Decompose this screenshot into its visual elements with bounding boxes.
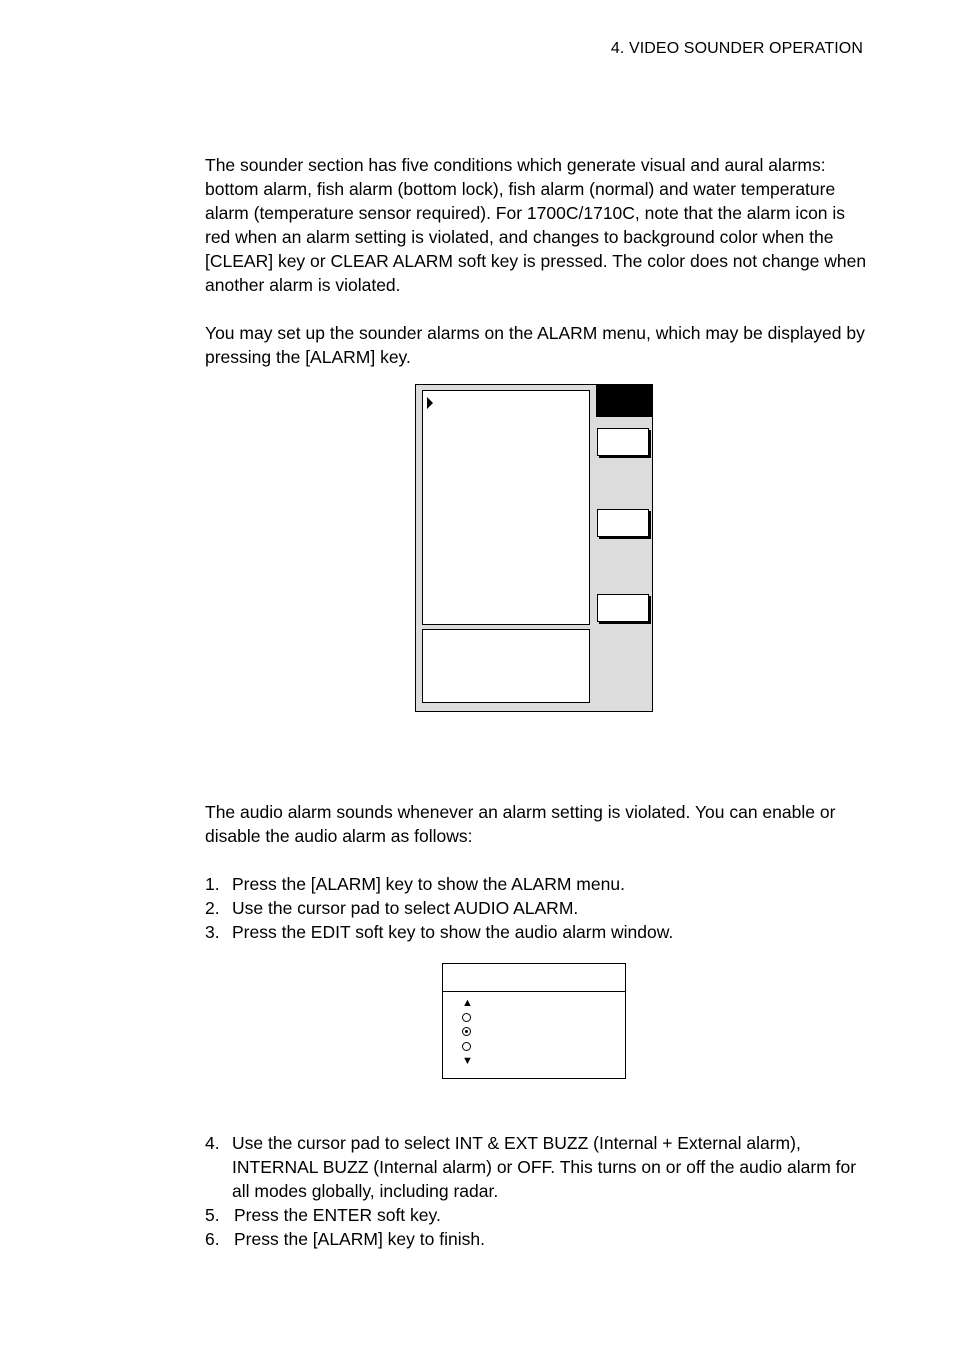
audio-window-title-bar	[443, 964, 625, 992]
step-text: Use the cursor pad to select INT & EXT BUZZ (Internal + External alarm), INTERNAL BUZZ (Internal alarm) or OFF. This turns on or off the audio alarm for all modes globally, including radar.	[232, 1133, 857, 1201]
steps-list-first	[205, 872, 875, 944]
alarm-menu-figure	[415, 384, 653, 712]
step-number: 2.	[205, 898, 220, 918]
soft-key-2[interactable]	[597, 509, 649, 537]
step-item	[205, 1203, 875, 1227]
step-text: Press the [ALARM] key to finish.	[234, 1229, 485, 1249]
intro-paragraph: The sounder section has five conditions which generate visual and aural alarms: bottom alarm, fish alarm (bottom lock), fish alarm (normal) and water temperature alarm (temperature sensor required). For 1700C/1710C, note that the alarm icon is red when an alarm setting is violated, and changes to background color when the [CLEAR] key or CLEAR ALARM soft key is pressed. The color does not change when another alarm is violated.	[205, 155, 867, 295]
radio-option-3[interactable]	[462, 1042, 471, 1051]
alarm-menu-info-box	[422, 629, 590, 703]
running-header: 4. VIDEO SOUNDER OPERATION	[610, 40, 863, 57]
step-number: 4.	[205, 1133, 220, 1153]
step-item	[205, 1131, 875, 1203]
steps-list-second	[205, 1131, 875, 1251]
soft-key-3[interactable]	[597, 594, 649, 622]
step-item	[205, 896, 875, 920]
step-number: 3.	[205, 922, 220, 942]
step-item	[205, 1227, 875, 1251]
scroll-down-icon[interactable]: ▼	[462, 1055, 473, 1067]
step-text: Use the cursor pad to select AUDIO ALARM.	[232, 898, 579, 918]
audio-alarm-window-figure	[442, 963, 626, 1079]
scroll-up-icon[interactable]: ▲	[462, 997, 473, 1009]
step-number: 1.	[205, 874, 220, 894]
audio-intro-paragraph: The audio alarm sounds whenever an alarm setting is violated. You can enable or disable the audio alarm as follows:	[205, 802, 836, 846]
step-number: 6.	[205, 1229, 220, 1249]
radio-option-2-selected[interactable]	[462, 1027, 471, 1036]
menu-cursor-icon	[427, 397, 433, 409]
step-text: Press the [ALARM] key to show the ALARM menu.	[232, 874, 625, 894]
radio-option-1[interactable]	[462, 1013, 471, 1022]
soft-key-1[interactable]	[597, 428, 649, 456]
step-text: Press the ENTER soft key.	[234, 1205, 441, 1225]
step-item	[205, 872, 875, 896]
step-text: Press the EDIT soft key to show the audio alarm window.	[232, 922, 674, 942]
step-number: 5.	[205, 1205, 220, 1225]
step-item	[205, 920, 875, 944]
alarm-menu-list	[422, 390, 590, 625]
soft-key-title-bar	[596, 385, 652, 417]
menu-intro-paragraph: You may set up the sounder alarms on the ALARM menu, which may be displayed by pressing the [ALARM] key.	[205, 323, 865, 367]
